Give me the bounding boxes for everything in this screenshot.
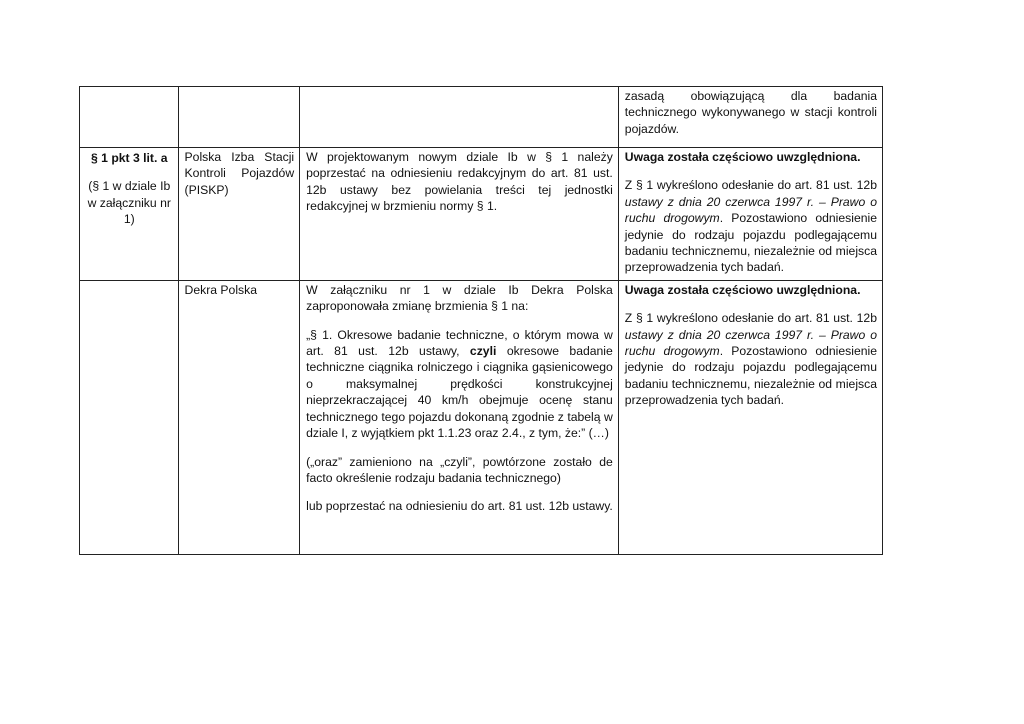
comment-cell xyxy=(300,148,619,281)
response-heading: Uwaga została częściowo uwzględniona. xyxy=(624,150,861,164)
provision-subreference: (§ 1 w dziale Ib w załączniku nr 1) xyxy=(87,179,171,227)
submitter-name: Polska Izba Stacji Kontroli Pojazdów (PISKP) xyxy=(184,150,295,197)
act-title: ustawy z dnia 20 czerwca 1997 r. – Prawo o ruchu drogowym xyxy=(624,327,877,359)
proposed-wording-part: okresowe badanie techniczne ciągnika rolniczego i ciągnika gąsienicowego o maksymalnej prędkości konstrukcyjnej nieprzekraczającej 40 km/h obejmuje ocenę stanu technicznego tego pojazdu dokonaną zgodnie z tabelą w dziale I, z wyjątkiem pkt 1.1.23 oraz 2.4., z tym, że:” (…) xyxy=(306,344,613,441)
comment-text: W projektowanym nowym dziale Ib w § 1 należy poprzestać na odniesieniu redakcyjnym do art. 81 ust. 12b ustawy bez powielania treści tej jednostki redakcyjnej w brzmieniu normy § 1. xyxy=(306,150,613,214)
response-cell xyxy=(618,87,882,148)
submitter-cell xyxy=(178,87,300,148)
comment-text: W załączniku nr 1 w dziale Ib Dekra Polska zaproponowała zmianę brzmienia § 1 na: xyxy=(306,282,613,314)
response-cell xyxy=(618,280,882,554)
provision-cell xyxy=(80,280,179,554)
proposed-wording-part: „§ 1. Okresowe badanie techniczne, o którym mowa w art. 81 ust. 12b ustawy, xyxy=(306,327,613,359)
submitter-cell xyxy=(178,280,300,554)
act-title: ustawy z dnia 20 czerwca 1997 r. – Prawo o ruchu drogowym xyxy=(624,194,877,226)
proposed-wording xyxy=(306,327,613,442)
response-text xyxy=(625,177,877,275)
provision-reference: § 1 pkt 3 lit. a xyxy=(90,151,168,165)
table-row xyxy=(80,87,883,148)
response-cell xyxy=(618,148,882,281)
comment-alternative: lub poprzestać na odniesieniu do art. 81 ust. 12b ustawy. xyxy=(306,499,613,514)
submitter-cell xyxy=(178,148,300,281)
response-text-part: . Pozostawiono odniesienie jedynie do rodzaju pojazdu podlegającemu badaniu technicznemu, niezależnie od miejsca przeprowadzenia tych badań. xyxy=(624,344,878,408)
emphasized-word: czyli xyxy=(469,344,497,359)
response-text: zasadą obowiązującą dla badania technicznego wykonywanego w stacji kontroli pojazdów. xyxy=(624,89,877,136)
response-text-part: Z § 1 wykreślono odesłanie do art. 81 ust. 12b xyxy=(624,178,877,193)
response-text-part: Z § 1 wykreślono odesłanie do art. 81 ust. 12b xyxy=(624,311,877,326)
provision-cell xyxy=(80,148,179,281)
response-text-part: . Pozostawiono odniesienie jedynie do rodzaju pojazdu podlegającemu badaniu technicznemu, niezależnie od miejsca przeprowadzenia tych badań. xyxy=(624,211,878,275)
provision-cell xyxy=(80,87,179,148)
comment-cell xyxy=(300,87,619,148)
table-row xyxy=(80,148,883,281)
response-text xyxy=(625,310,877,408)
comment-note: („oraz” zamieniono na „czyli”, powtórzone zostało de facto określenie rodzaju badania technicznego) xyxy=(306,454,613,485)
comment-cell xyxy=(300,280,619,554)
table-row xyxy=(80,280,883,554)
submitter-name: Dekra Polska xyxy=(184,282,258,297)
comments-table xyxy=(79,86,883,555)
response-heading: Uwaga została częściowo uwzględniona. xyxy=(624,282,861,297)
